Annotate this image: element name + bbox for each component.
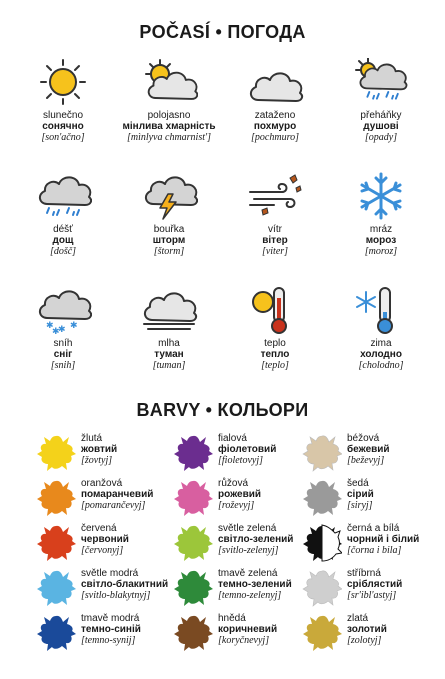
color-item bbox=[302, 478, 436, 523]
weather-label-uk: мінлива хмарність bbox=[122, 121, 216, 132]
color-label-cz: oranžová bbox=[81, 478, 123, 489]
color-item bbox=[302, 613, 436, 658]
weather-transliteration: [cholodno] bbox=[358, 360, 404, 371]
weather-heading: POČASÍ • ПОГОДА bbox=[139, 22, 306, 42]
color-transliteration: [fioletovyj] bbox=[218, 455, 263, 466]
color-item bbox=[302, 433, 436, 478]
color-label-uk: сріблястий bbox=[347, 579, 403, 590]
color-label-uk: світло-блакитний bbox=[81, 579, 169, 590]
weather-transliteration: [štorm] bbox=[153, 246, 185, 257]
weather-label-cz: déšť bbox=[53, 224, 73, 235]
color-label-cz: světle modrá bbox=[81, 568, 139, 579]
weather-transliteration: [došč] bbox=[49, 246, 77, 257]
weather-label-uk: душові bbox=[363, 121, 399, 132]
color-label-uk: жовтий bbox=[81, 444, 118, 455]
weather-transliteration: [tuman] bbox=[152, 360, 186, 371]
color-transliteration: [žovtyj] bbox=[81, 455, 113, 466]
weather-transliteration: [son'ačno] bbox=[41, 132, 85, 143]
weather-label-cz: vítr bbox=[268, 224, 282, 235]
paint-splat-icon bbox=[36, 613, 76, 653]
colors-heading: BARVY • КОЛЬОРИ bbox=[136, 400, 309, 420]
color-transliteration: [beževyj] bbox=[347, 455, 385, 466]
paint-splat-icon bbox=[302, 523, 342, 563]
fog-icon bbox=[140, 286, 198, 334]
color-label-uk: рожевий bbox=[218, 489, 262, 500]
color-label-cz: stříbrná bbox=[347, 568, 381, 579]
color-label-uk: червоний bbox=[81, 534, 129, 545]
color-item bbox=[302, 523, 436, 568]
weather-label-uk: тепло bbox=[260, 349, 290, 360]
color-label-cz: tmavě modrá bbox=[81, 613, 140, 624]
color-item bbox=[36, 613, 173, 658]
color-item bbox=[36, 433, 173, 478]
weather-item bbox=[10, 286, 116, 400]
partly-cloudy-icon bbox=[140, 58, 198, 106]
color-label-cz: černá a bílá bbox=[347, 523, 400, 534]
color-label-cz: fialová bbox=[218, 433, 247, 444]
color-item bbox=[173, 433, 302, 478]
rain-icon bbox=[34, 172, 92, 220]
color-transliteration: [sr'ibl'astyj] bbox=[347, 590, 397, 601]
weather-item bbox=[328, 58, 434, 172]
color-transliteration: [pomarančevyj] bbox=[81, 500, 146, 511]
weather-item bbox=[116, 286, 222, 400]
color-label-uk: сірий bbox=[347, 489, 374, 500]
weather-label-uk: туман bbox=[154, 349, 184, 360]
sun-icon bbox=[34, 58, 92, 106]
cloud-icon bbox=[246, 58, 304, 106]
weather-label-uk: шторм bbox=[152, 235, 186, 246]
color-transliteration: [zolotyj] bbox=[347, 635, 382, 646]
color-label-uk: темно-зелений bbox=[218, 579, 292, 590]
weather-label-cz: teplo bbox=[264, 338, 286, 349]
paint-splat-icon bbox=[302, 433, 342, 473]
showers-icon bbox=[352, 58, 410, 106]
color-item bbox=[36, 478, 173, 523]
paint-splat-icon bbox=[36, 523, 76, 563]
svg-text:✱: ✱ bbox=[52, 327, 60, 334]
color-item bbox=[36, 568, 173, 613]
paint-splat-icon bbox=[173, 433, 213, 473]
color-label-cz: žlutá bbox=[81, 433, 103, 444]
colors-grid bbox=[36, 433, 436, 658]
paint-splat-icon bbox=[173, 613, 213, 653]
color-label-uk: чорний і білий bbox=[347, 534, 420, 545]
color-transliteration: [temno-synij] bbox=[81, 635, 136, 646]
color-label-uk: фіолетовий bbox=[218, 444, 277, 455]
weather-item bbox=[116, 172, 222, 286]
weather-item bbox=[10, 58, 116, 172]
weather-transliteration: [opady] bbox=[364, 132, 398, 143]
color-label-uk: коричневий bbox=[218, 624, 278, 635]
color-item bbox=[173, 523, 302, 568]
paint-splat-icon bbox=[302, 613, 342, 653]
color-label-cz: hnědá bbox=[218, 613, 246, 624]
weather-item bbox=[328, 172, 434, 286]
svg-text:✱: ✱ bbox=[58, 325, 66, 334]
snowflake-icon bbox=[352, 172, 410, 220]
paint-splat-icon bbox=[173, 568, 213, 608]
color-transliteration: [červonyj] bbox=[81, 545, 124, 556]
weather-item bbox=[222, 58, 328, 172]
weather-label-uk: холодно bbox=[360, 349, 402, 360]
weather-item bbox=[222, 172, 328, 286]
color-item bbox=[302, 568, 436, 613]
weather-transliteration: [teplo] bbox=[261, 360, 289, 371]
weather-transliteration: [snih] bbox=[50, 360, 76, 371]
weather-item bbox=[10, 172, 116, 286]
color-label-cz: růžová bbox=[218, 478, 249, 489]
color-transliteration: [roževyj] bbox=[218, 500, 255, 511]
weather-label-cz: bouřka bbox=[153, 224, 185, 235]
color-label-cz: světle zelená bbox=[218, 523, 277, 534]
weather-item bbox=[116, 58, 222, 172]
color-transliteration: [temno-zelenyj] bbox=[218, 590, 282, 601]
color-transliteration: [svitlo-blakytnyj] bbox=[81, 590, 151, 601]
svg-text:✱: ✱ bbox=[46, 321, 54, 331]
color-label-uk: золотий bbox=[347, 624, 387, 635]
weather-label-cz: polojasno bbox=[147, 110, 191, 121]
color-item bbox=[173, 568, 302, 613]
color-label-uk: темно-синій bbox=[81, 624, 141, 635]
color-transliteration: [koryčnevyj] bbox=[218, 635, 270, 646]
weather-label-uk: мороз bbox=[365, 235, 397, 246]
color-item bbox=[173, 478, 302, 523]
color-label-cz: červená bbox=[81, 523, 117, 534]
color-label-cz: tmavě zelená bbox=[218, 568, 278, 579]
weather-label-uk: сонячно bbox=[42, 121, 84, 132]
paint-splat-icon bbox=[173, 478, 213, 518]
wind-icon bbox=[246, 172, 304, 220]
weather-grid bbox=[10, 58, 435, 400]
color-label-cz: šedá bbox=[347, 478, 369, 489]
weather-label-cz: mlha bbox=[158, 338, 180, 349]
weather-label-cz: mráz bbox=[369, 224, 393, 235]
weather-transliteration: [viter] bbox=[261, 246, 289, 257]
color-transliteration: [siryj] bbox=[347, 500, 373, 511]
weather-label-cz: zima bbox=[370, 338, 392, 349]
paint-splat-icon bbox=[302, 568, 342, 608]
color-item bbox=[173, 613, 302, 658]
color-transliteration: [čorna i bila] bbox=[347, 545, 402, 556]
color-label-cz: béžová bbox=[347, 433, 380, 444]
weather-label-uk: сніг bbox=[53, 349, 73, 360]
weather-label-cz: sníh bbox=[53, 338, 73, 349]
cold-thermometer-icon bbox=[352, 286, 410, 334]
weather-transliteration: [moroz] bbox=[364, 246, 398, 257]
paint-splat-icon bbox=[173, 523, 213, 563]
weather-label-uk: похмуро bbox=[253, 121, 297, 132]
color-transliteration: [svitlo-zelenyj] bbox=[218, 545, 279, 556]
color-label-uk: бежевий bbox=[347, 444, 390, 455]
color-label-uk: помаранчевий bbox=[81, 489, 154, 500]
color-label-cz: zlatá bbox=[347, 613, 369, 624]
hot-thermometer-icon bbox=[246, 286, 304, 334]
snow-icon bbox=[34, 286, 92, 334]
weather-transliteration: [pochmuro] bbox=[251, 132, 299, 143]
paint-splat-icon bbox=[36, 478, 76, 518]
color-label-uk: світло-зелений bbox=[218, 534, 294, 545]
weather-label-cz: zataženo bbox=[254, 110, 296, 121]
weather-label-cz: přeháňky bbox=[360, 110, 402, 121]
paint-splat-icon bbox=[36, 568, 76, 608]
weather-label-uk: вітер bbox=[262, 235, 288, 246]
color-item bbox=[36, 523, 173, 568]
weather-transliteration: [mìnlyva chmarnist'] bbox=[126, 132, 212, 143]
paint-splat-icon bbox=[36, 433, 76, 473]
weather-item bbox=[222, 286, 328, 400]
weather-item bbox=[328, 286, 434, 400]
weather-label-uk: дощ bbox=[52, 235, 74, 246]
thunderstorm-icon bbox=[140, 172, 198, 220]
paint-splat-icon bbox=[302, 478, 342, 518]
svg-text:✱: ✱ bbox=[70, 321, 78, 331]
weather-label-cz: slunečno bbox=[42, 110, 84, 121]
